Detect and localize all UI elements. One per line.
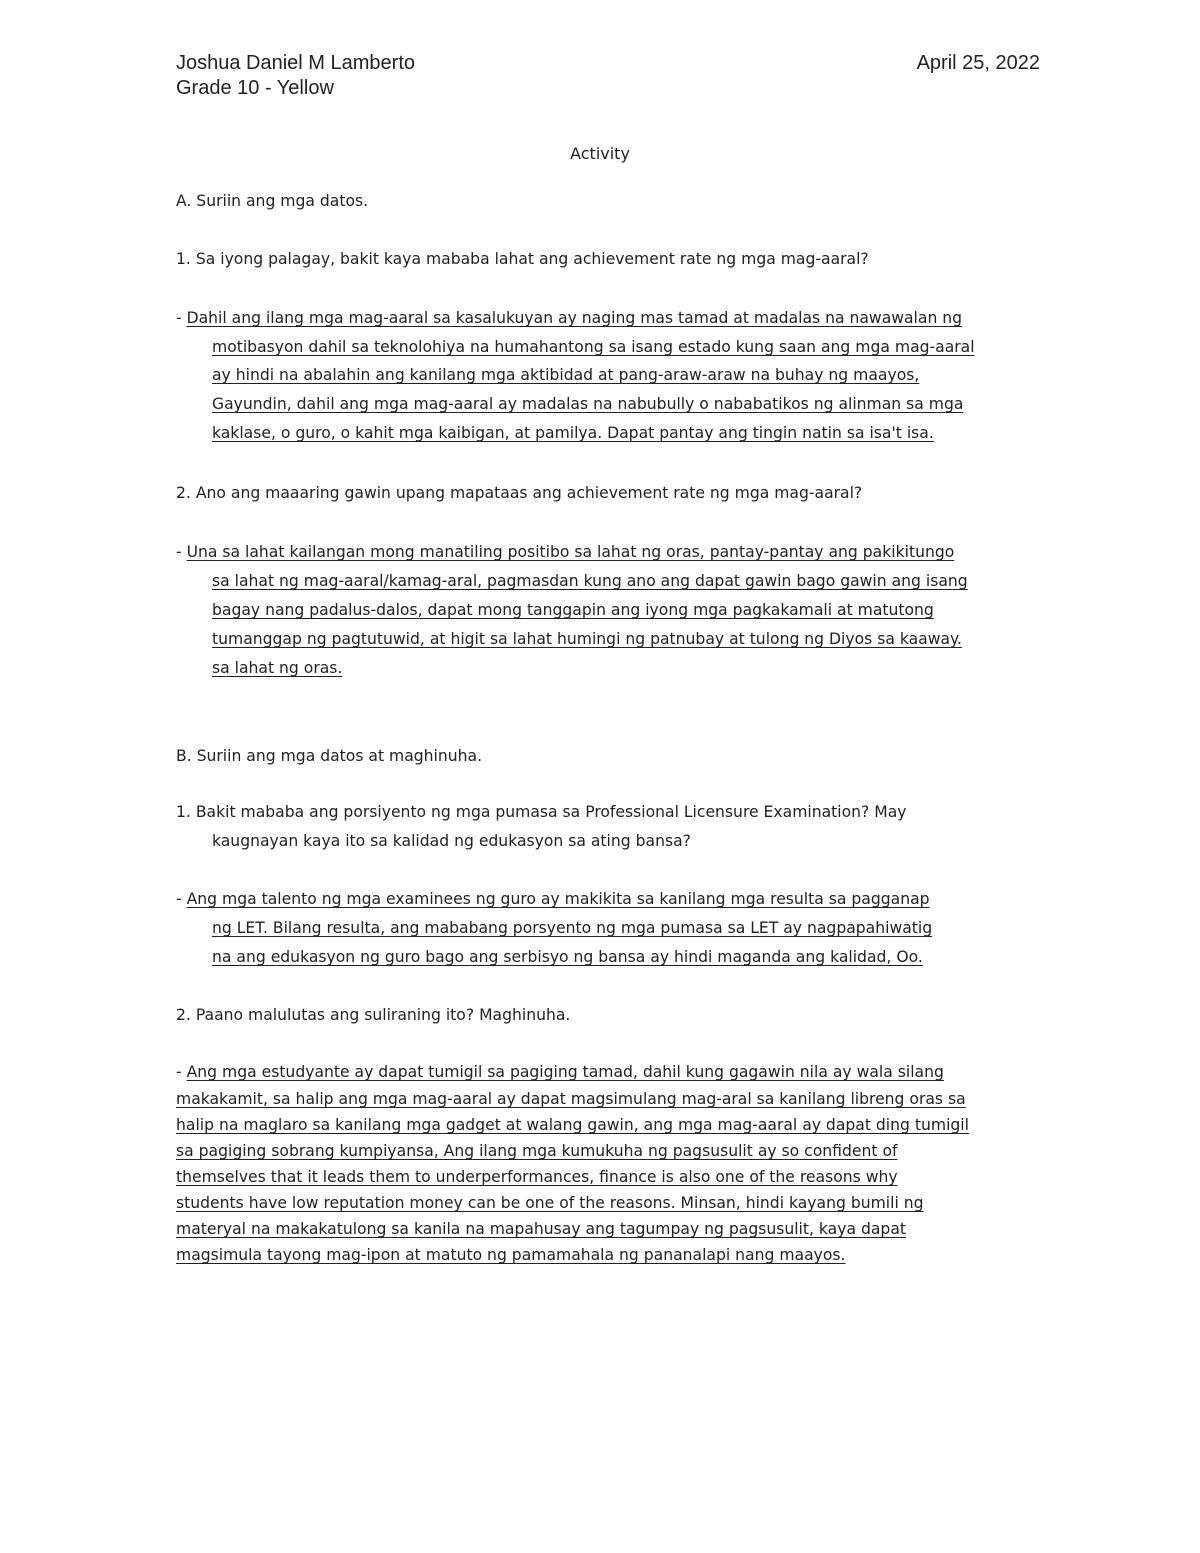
section-b-answer-2-line xyxy=(176,1192,924,1214)
answer-text: Ang mga estudyante ay dapat tumigil sa pagiging tamad, dahil kung gagawin nila ay wala silang xyxy=(186,1063,944,1081)
section-b-answer-2-line xyxy=(176,1244,846,1266)
section-b-answer-1-line xyxy=(212,917,932,939)
answer-text: Gayundin, dahil ang mga mag-aaral ay madalas na nabubully o nababatikos ng alinman sa mga xyxy=(212,395,964,413)
student-grade: Grade 10 - Yellow xyxy=(176,77,334,99)
section-a-question-2: 2. Ano ang maaaring gawin upang mapataas ang achievement rate ng mga mag-aaral? xyxy=(176,484,863,502)
section-a-answer-1-line xyxy=(212,393,963,415)
section-b-answer-2-line xyxy=(176,1114,969,1136)
answer-text: bagay nang padalus-dalos, dapat mong tanggapin ang iyong mga pagkakamali at matutong xyxy=(212,601,934,619)
answer-text: students have low reputation money can be one of the reasons. Minsan, hindi kayang bumili ng xyxy=(176,1194,924,1212)
answer-text: na ang edukasyon ng guro bago ang serbisyo ng bansa ay hindi maganda ang kalidad, Oo. xyxy=(212,948,923,966)
section-a-answer-2-line: - Una sa lahat kailangan mong manatiling positibo sa lahat ng oras, pantay-pantay ang pakikitungo xyxy=(176,543,955,561)
section-b-answer-1-line xyxy=(212,946,923,968)
section-a-answer-2-line xyxy=(212,570,968,592)
answer-text: Una sa lahat kailangan mong manatiling positibo sa lahat ng oras, pantay-pantay ang pakikitungo xyxy=(186,543,955,561)
answer-text: ng LET. Bilang resulta, ang mababang porsyento ng mga pumasa sa LET ay nagpapahiwatig xyxy=(212,919,933,937)
answer-text: Ang mga talento ng mga examinees ng guro ay makikita sa kanilang mga resulta sa pagganap xyxy=(186,890,930,908)
answer-text: halip na maglaro sa kanilang mga gadget at walang gawin, ang mga mag-aaral ay dapat ding tumigil xyxy=(176,1116,969,1134)
answer-text: themselves that it leads them to underperformances, finance is also one of the reasons why xyxy=(176,1168,898,1186)
section-a-answer-1-line xyxy=(212,364,919,386)
answer-text: magsimula tayong mag-ipon at matuto ng pamamahala ng pananalapi nang maayos. xyxy=(176,1246,846,1264)
section-a-answer-1-line xyxy=(212,336,975,358)
answer-text: makakamit, sa halip ang mga mag-aaral ay dapat magsimulang mag-aral sa kanilang libreng oras sa xyxy=(176,1090,966,1108)
answer-text: sa pagiging sobrang kumpiyansa, Ang ilang mga kumukuha ng pagsusulit ay so confident of xyxy=(176,1142,898,1160)
answer-text: Dahil ang ilang mga mag-aaral sa kasalukuyan ay naging mas tamad at madalas na nawawalan ng xyxy=(186,309,963,327)
answer-text: tumanggap ng pagtutuwid, at higit sa lahat humingi ng patnubay at tulong ng Diyos sa kaaway. xyxy=(212,630,963,648)
section-b-question-1-cont: kaugnayan kaya ito sa kalidad ng edukasyon sa ating bansa? xyxy=(212,832,691,850)
section-b-answer-2-line: - Ang mga estudyante ay dapat tumigil sa pagiging tamad, dahil kung gagawin nila ay wala silang xyxy=(176,1063,944,1081)
section-b-answer-2-line xyxy=(176,1140,897,1162)
section-a-answer-2-line xyxy=(212,599,934,621)
answer-text: sa lahat ng mag-aaral/kamag-aral, pagmasdan kung ano ang dapat gawin bago gawin ang isang xyxy=(212,572,968,590)
section-a-question-1: 1. Sa iyong palagay, bakit kaya mababa lahat ang achievement rate ng mga mag-aaral? xyxy=(176,250,869,268)
student-name: Joshua Daniel M Lamberto xyxy=(176,52,416,74)
section-b-heading: B. Suriin ang mga datos at maghinuha. xyxy=(176,747,483,765)
section-a-heading: A. Suriin ang mga datos. xyxy=(176,192,369,210)
section-b-question-1: 1. Bakit mababa ang porsiyento ng mga pumasa sa Professional Licensure Examination? May xyxy=(176,803,907,821)
answer-text: materyal na makakatulong sa kanila na mapahusay ang tagumpay ng pagsusulit, kaya dapat xyxy=(176,1220,906,1238)
section-a-answer-2-line xyxy=(212,657,342,679)
answer-text: ay hindi na abalahin ang kanilang mga aktibidad at pang-araw-araw na buhay ng maayos, xyxy=(212,366,920,384)
section-b-answer-2-line xyxy=(176,1218,906,1240)
document-title: Activity xyxy=(570,144,630,163)
section-a-answer-2-line xyxy=(212,628,962,650)
section-b-answer-2-line xyxy=(176,1088,966,1110)
document-date: April 25, 2022 xyxy=(916,52,1040,74)
section-a-answer-1-line: - Dahil ang ilang mga mag-aaral sa kasalukuyan ay naging mas tamad at madalas na nawawalan ng xyxy=(176,309,963,327)
section-b-answer-2-line xyxy=(176,1166,898,1188)
section-a-answer-1-line xyxy=(212,422,934,444)
section-b-question-2: 2. Paano malulutas ang suliraning ito? Maghinuha. xyxy=(176,1006,571,1024)
answer-text: sa lahat ng oras. xyxy=(212,659,343,677)
answer-text: motibasyon dahil sa teknolohiya na humahantong sa isang estado kung saan ang mga mag-aaral xyxy=(212,338,975,356)
section-b-answer-1-line: - Ang mga talento ng mga examinees ng guro ay makikita sa kanilang mga resulta sa pagganap xyxy=(176,890,930,908)
answer-text: kaklase, o guro, o kahit mga kaibigan, at pamilya. Dapat pantay ang tingin natin sa isa't isa. xyxy=(212,424,934,442)
